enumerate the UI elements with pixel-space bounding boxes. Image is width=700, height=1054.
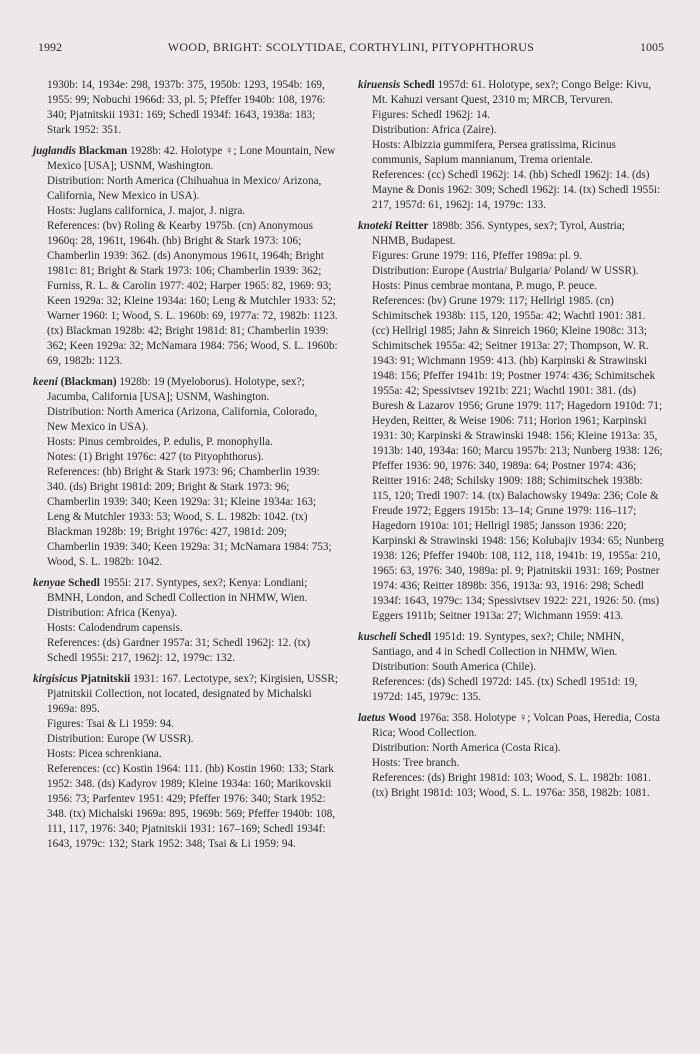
species-entry: [358, 711, 664, 801]
entry-heading: [33, 672, 339, 717]
entry-paragraph: Distribution: Africa (Zaire).: [372, 124, 497, 136]
species-entry: [358, 630, 664, 705]
entry-paragraph: References: (bv) Roling & Kearby 1975b. (cn) Anonymous 1960q: 28, 1961t, 1964h. (hb) Bright & Stark 1973: 106; Chamberlin 1939: 362. (ds) Anonymous 1961t, 1964h; Bright 1981c: 81; Bright & Stark 1973: 106; Chamberlin 1939: 362; Furniss, R. L. & Carolin 1977: 402; Harper 1965: 82, 1969: 93; Keen 1929a: 32; Kleine 1934a: 160; Leng & Mutchler 1933: 52; Warner 1960: 1; Wood, S. L. 1960b: 69, 1977a: 72, 1982b: 1123. (tx) Blackman 1928b: 42; Bright 1981d: 81; Chamberlin 1939: 362; Keen 1929a: 32; McNamara 1984: 756; Wood, S. L. 1960b: 69, 1982b: 1123.: [47, 220, 338, 367]
entry-paragraph: References: (hb) Bright & Stark 1973: 96; Chamberlin 1939: 340. (ds) Bright 1981d: 209; Bright & Stark 1973: 96; Chamberlin 1939: 340; Keen 1929a: 31; Kleine 1934a: 163; Leng & Mutchler 1933: 53; Wood, S. L. 1982b: 1042. (tx) Blackman 1928b: 19; Bright 1976c: 427, 1981d: 209; Chamberlin 1939: 340; Keen 1929a: 31; McNamara 1984: 753; Wood, S. L. 1982b: 1042.: [47, 466, 332, 568]
page-header: [38, 40, 664, 56]
entry-heading: [358, 78, 664, 108]
entry-paragraph: Distribution: Europe (Austria/ Bulgaria/ Poland/ W USSR).: [372, 265, 639, 277]
species-citation: 1976a: 358. Holotype ♀; Volcan Poas, Heredia, Costa Rica; Wood Collection.: [372, 712, 660, 739]
species-author: Schedl: [403, 79, 435, 91]
species-author: Reitter: [394, 220, 429, 232]
entry-heading: [33, 375, 339, 405]
entry-paragraph: Hosts: Pinus cembroides, P. edulis, P. monophylla.: [47, 436, 273, 448]
publication-year: 1992: [38, 40, 62, 54]
species-name: keeni: [33, 376, 58, 388]
species-author: Blackman: [78, 145, 128, 157]
entry-paragraph: References: (ds) Schedl 1972d: 145. (tx) Schedl 1951d: 19, 1972d: 145, 1979c: 135.: [372, 676, 638, 703]
species-citation: 1928b: 42. Holotype ♀; Lone Mountain, New Mexico [USA]; USNM, Washington.: [47, 145, 336, 172]
entry-paragraph: Distribution: North America (Arizona, California, Colorado, New Mexico in USA).: [47, 406, 318, 433]
species-citation: 1951d: 19. Syntypes, sex?; Chile; NMHN, Santiago, and 4 in Schedl Collection in NHMW, Wien.: [372, 631, 625, 658]
entry-heading: [33, 144, 339, 174]
entry-paragraph: Hosts: Juglans californica, J. major, J. nigra.: [47, 205, 246, 217]
entry-paragraph: Hosts: Tree branch.: [372, 757, 460, 769]
entry-paragraph: Notes: (1) Bright 1976c: 427 (to Pityophthorus).: [47, 451, 264, 463]
species-author: Wood: [388, 712, 417, 724]
continuation-text: 1930b: 14, 1934e: 298, 1937b: 375, 1950b: 1293, 1954b: 169, 1955: 99; Nobuchi 1966d: 33, pl. 5; Pfeffer 1940b: 108, 1976: 340; Pjatnitskii 1931: 169; Schedl 1934f: 1643, 1938a: 183; Stark 1952: 351.: [47, 79, 326, 136]
entry-paragraph: Figures: Tsai & Li 1959: 94.: [47, 718, 175, 730]
species-author: (Blackman): [60, 376, 117, 388]
entry-heading: [358, 219, 664, 249]
entry-paragraph: Figures: Grune 1979: 116, Pfeffer 1989a: pl. 9.: [372, 250, 583, 262]
right-entries: [358, 78, 664, 801]
species-entry: [33, 375, 339, 570]
species-entry: [358, 219, 664, 624]
entry-paragraph: References: (bv) Grune 1979: 117; Hellrigl 1985. (cn) Schimitschek 1938b: 115, 120, 1955a: 42; Wachtl 1901: 381. (cc) Hellrigl 1985; Jahn & Sinreich 1960; Kleine 1908c: 313; Schimitschek 1955a: 42; Seitner 1913a: 27; Thompson, W. R. 1943: 91; Wichmann 1959: 413. (hb) Karpinski & Strawinski 1948: 156; Pfeffer 1941b: 19; Postner 1974: 436; Schimitschek 1955a: 42; Spessivtsev 1921b: 221; Wachtl 1901: 381. (ds) Buresh & Lazarov 1956; Grune 1979: 117; Hagedorn 1910d: 71; Heyden, Reitter, & Weise 1906: 711; Horion 1961; Karpinski 1931: 30; Karpinski & Strawinski 1948: 156; Kleine 1913a: 35, 1913b: 140, 1934a: 160; Marcu 1957b: 213; Nunberg 1938: 126; Pfeffer 1936: 90, 1976: 340, 1989a: 64; Postner 1974: 436; Reitter 1916: 248; Schilsky 1909: 188; Schimitschek 1938b: 115, 120; Tredl 1907: 14. (tx) Balachowsky 1949a: 236; Cole & Freude 1972; Eggers 1915b: 13–14; Grune 1979: 116–117; Hagedorn 1910a: 101; Hellrigl 1985; Jansson 1936: 220; Karpinski & Strawinski 1948: 156; Kolubajiv 1934: 65; Nunberg 1938: 126; Pfeffer 1940b: 108, 112, 118, 1941b: 19, 1955a: 210, 1965: 63, 1976: 340, 1989a: pl. 9; Pjatnitskii 1931: 169; Postner 1974: 436; Reitter 1898b: 356, 1913a: 93, 1916: 298; Schedl 1934f: 1643, 1979c: 134; Spessivtsev 1922: 221, 1926: 50. (ms) Eggers 1911b; Seitner 1913a: 27; Wichmann 1959: 413.: [372, 295, 664, 622]
species-name: laetus: [358, 712, 386, 724]
species-name: kenyae: [33, 577, 66, 589]
species-citation: 1955i: 217. Syntypes, sex?; Kenya: Londiani; BMNH, London, and Schedl Collection in NHMW, Wien.: [47, 577, 308, 604]
entry-paragraph: References: (cc) Schedl 1962j: 14. (hb) Schedl 1962j: 14. (ds) Mayne & Donis 1962: 309; Schedl 1962j: 14. (tx) Schedl 1955i: 217, 1957d: 61, 1962j: 14, 1979c: 133.: [372, 169, 661, 211]
entry-paragraph: Distribution: North America (Costa Rica).: [372, 742, 561, 754]
entry-paragraph: Hosts: Albizzia gummifera, Persea gratissima, Ricinus communis, Sapium mannianum, Trema orientale.: [372, 139, 616, 166]
species-citation: 1898b: 356. Syntypes, sex?; Tyrol, Austria; NHMB, Budapest.: [372, 220, 625, 247]
species-entry: [358, 78, 664, 213]
species-name: kiruensis: [358, 79, 401, 91]
entry-paragraph: Distribution: Europe (W USSR).: [47, 733, 194, 745]
page-number: 1005: [640, 40, 664, 54]
species-author: Schedl: [68, 577, 100, 589]
entry-paragraph: References: (ds) Gardner 1957a: 31; Schedl 1962j: 12. (tx) Schedl 1955i: 217, 1962j: 12, 1979c: 132.: [47, 637, 311, 664]
entry-paragraph: References: (ds) Bright 1981d: 103; Wood, S. L. 1982b: 1081. (tx) Bright 1981d: 103; Wood, S. L. 1976a: 358, 1982b: 1081.: [372, 772, 651, 799]
entry-paragraph: Hosts: Calodendrum capensis.: [47, 622, 183, 634]
species-citation: 1931: 167. Lectotype, sex?; Kirgisien, USSR; Pjatnitskii Collection, not located, designated by Michalski 1969a: 895.: [47, 673, 338, 715]
species-name: juglandis: [33, 145, 76, 157]
entry-heading: [358, 711, 664, 741]
running-title: WOOD, BRIGHT: SCOLYTIDAE, CORTHYLINI, PITYOPHTHORUS: [167, 40, 535, 54]
left-entries: [33, 144, 339, 852]
left-column: [33, 78, 339, 858]
entry-paragraph: Figures: Schedl 1962j: 14.: [372, 109, 491, 121]
entry-heading: [358, 630, 664, 660]
species-citation: 1957d: 61. Holotype, sex?; Congo Belge: Kivu, Mt. Kahuzi versant Quest, 2310 m; MRCB, Tervuren.: [372, 79, 652, 106]
species-citation: 1928b: 19 (Myeloborus). Holotype, sex?; Jacumba, California [USA]; USNM, Washington.: [47, 376, 305, 403]
right-column: [358, 78, 664, 807]
species-entry: [33, 144, 339, 369]
entry-paragraph: Hosts: Picea schrenkiana.: [47, 748, 162, 760]
species-entry: [33, 672, 339, 852]
species-name: kuscheli: [358, 631, 397, 643]
entry-paragraph: References: (cc) Kostin 1964: 111. (hb) Kostin 1960: 133; Stark 1952: 348. (ds) Kadyrov 1989; Kleine 1934a: 160; Marikovskii 1956: 73; Parfentev 1951: 429; Pfeffer 1976: 340; Stark 1952: 348. (tx) Michalski 1969a: 895, 1969b: 569; Pfeffer 1940b: 108, 111, 117, 1976: 340; Pjatnitskii 1931: 167–169; Schedl 1934f: 1643, 1979c: 132; Stark 1952: 348; Tsai & Li 1959: 94.: [47, 763, 336, 850]
entry-paragraph: Distribution: South America (Chile).: [372, 661, 537, 673]
entry-paragraph: Hosts: Pinus cembrae montana, P. mugo, P. peuce.: [372, 280, 597, 292]
entry-paragraph: Distribution: Africa (Kenya).: [47, 607, 178, 619]
species-author: Schedl: [399, 631, 432, 643]
species-name: kirgisicus: [33, 673, 78, 685]
species-name: knoteki: [358, 220, 393, 232]
entry-heading: [33, 576, 339, 606]
species-author: Pjatnitskii: [80, 673, 131, 685]
species-entry: [33, 576, 339, 666]
entry-paragraph: Distribution: North America (Chihuahua in Mexico/ Arizona, California, New Mexico in USA).: [47, 175, 322, 202]
